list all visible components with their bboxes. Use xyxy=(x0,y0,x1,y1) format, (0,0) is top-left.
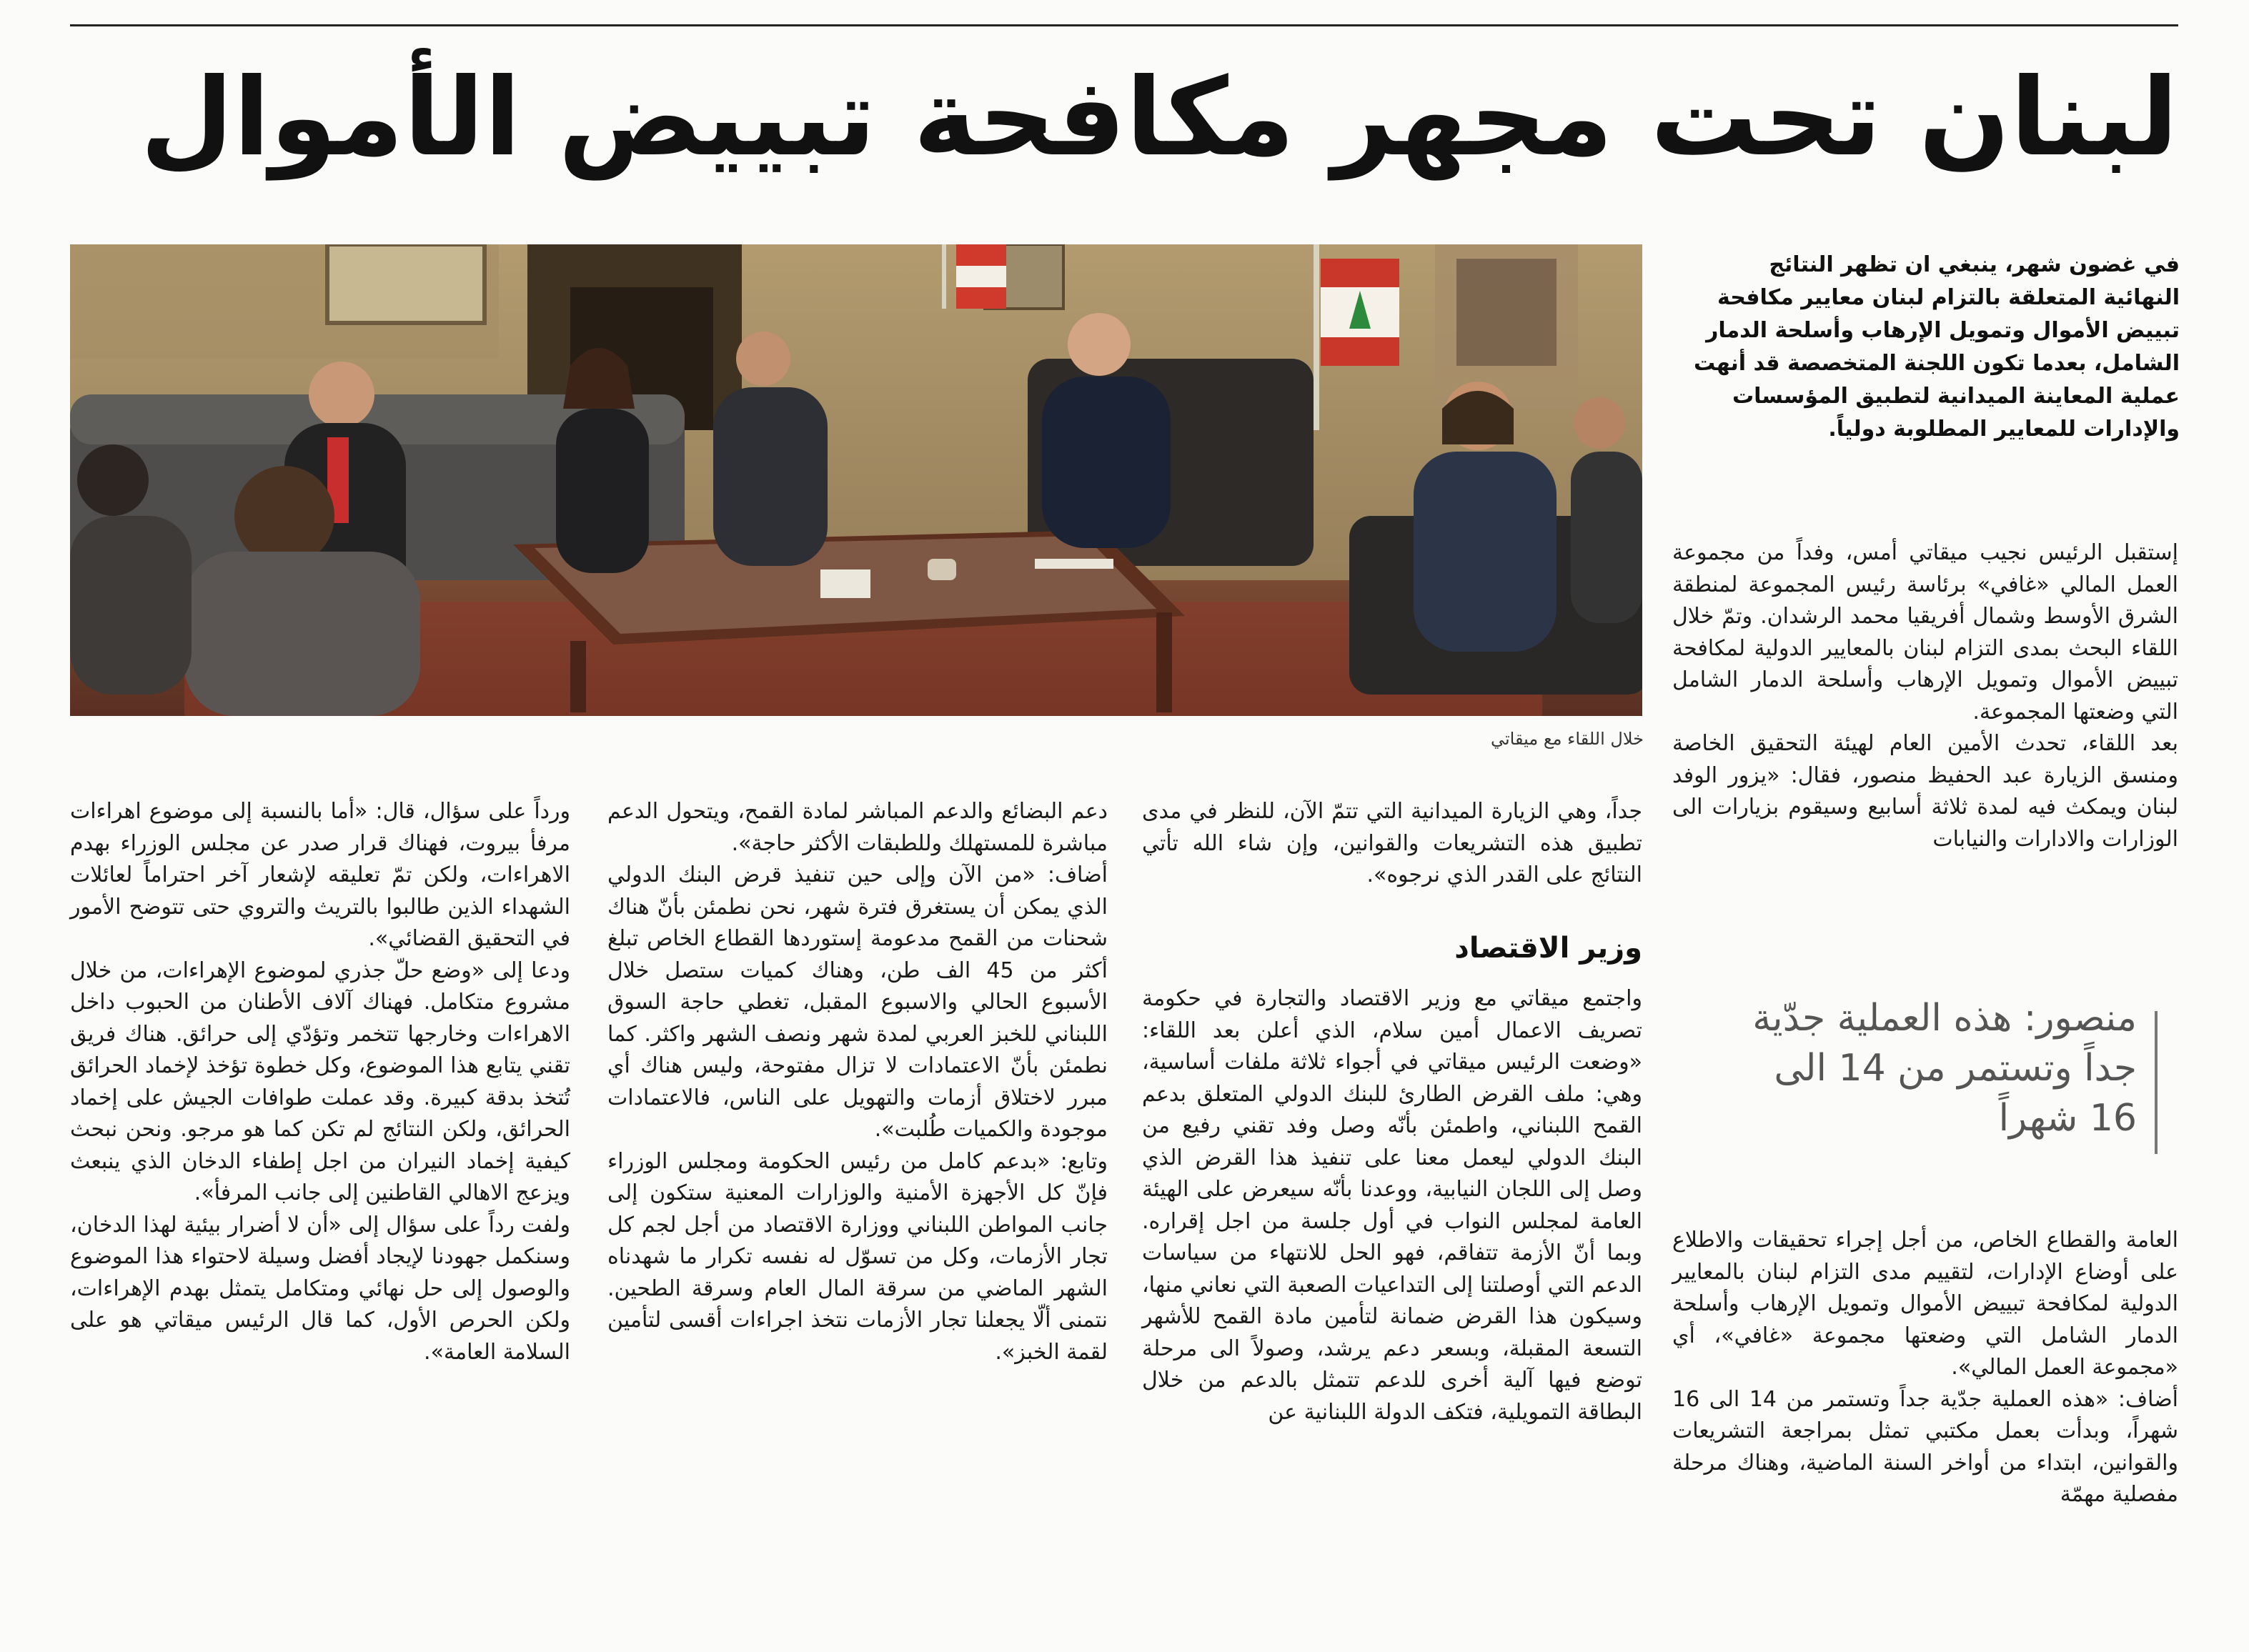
paragraph: إستقبل الرئيس نجيب ميقاتي أمس، وفداً من مجموعة العمل المالي «غافي» برئاسة رئيس المجموعة لمنطقة الشرق الأوسط وشمال أفريقيا محمد الرشدان. وتمّ خلال اللقاء البحث بمدى التزام لبنان بالمعايير الدولية لمكافحة تبييض الأموال وتمويل الإرهاب وأسلحة الدمار الشامل التي وضعتها المجموعة. xyxy=(1672,540,2178,725)
meeting-photo-illustration xyxy=(70,244,1642,716)
subheading-economy-minister: وزير الاقتصاد xyxy=(1454,932,1642,965)
body-column-1-top xyxy=(1672,537,2178,855)
headline: لبنان تحت مجهر مكافحة تبييض الأموال xyxy=(140,56,2178,180)
body-column-2-cont xyxy=(1142,983,1642,1428)
meeting-photo xyxy=(70,244,1642,716)
lead-paragraph: في غضون شهر، ينبغي ان تظهر النتائج النهائية المتعلقة بالتزام لبنان معايير مكافحة تبييض الأموال وتمويل الإرهاب وأسلحة الدمار الشامل، بعدما تكون اللجنة المتخصصة قد أنهت عملية المعاينة الميدانية لتطبيق المؤسسات والإدارات للمعايير المطلوبة دولياً. xyxy=(1693,252,2180,442)
paragraph: دعم البضائع والدعم المباشر لمادة القمح، ويتحول الدعم مباشرة للمستهلك وللطبقات الأكثر حاجة». xyxy=(607,799,1108,856)
pullquote-bar xyxy=(2155,1011,2158,1154)
paragraph: ولفت رداً على سؤال إلى «أن لا أضرار بيئية لهذا الدخان، وسنكمل جهودنا لإيجاد أفضل وسيلة لاحتواء هذا الموضوع والوصول إلى حل نهائي ومتكامل يتمثل بهدم الإهراءات، ولكن الحرص الأول، كما قال الرئيس ميقاتي هو على السلامة العامة». xyxy=(70,1212,570,1365)
paragraph: واجتمع ميقاتي مع وزير الاقتصاد والتجارة في حكومة تصريف الاعمال أمين سلام، الذي أعلن بعد اللقاء: «وضعت الرئيس ميقاتي في أجواء ثلاثة ملفات أساسية، وهي: ملف القرض الطارئ للبنك الدولي المتعلق بدعم القمح اللبناني، واطمئن بأنّه وصل وفد تقني رفيع من البنك الدولي ليعمل معنا على تنفيذ هذا القرض الذي وصل إلى اللجان النيابية، ووعدنا بأنّه سيعرض على الهيئة العامة لمجلس النواب في أول جلسة من اجل إقراره. وبما أنّ الأزمة تتفاقم، فهو الحل للانتهاء من سياسات الدعم التي أوصلتنا إلى التداعيات الصعبة التي نعاني منها، وسيكون هذا القرض ضمانة لتأمين مادة القمح للأشهر التسعة المقبلة، وبسعر دعم يرشد، وصولاً الى مرحلة توضع فيها آلية أخرى للدعم تتمثل بالدعم من خلال البطاقة التمويلية، فتكف الدولة اللبنانية عن xyxy=(1142,986,1642,1425)
top-rule xyxy=(70,24,2178,26)
photo-caption: خلال اللقاء مع ميقاتي xyxy=(1490,729,1644,749)
paragraph: العامة والقطاع الخاص، من أجل إجراء تحقيقات والاطلاع على أوضاع الإدارات، لتقييم مدى التزام لبنان بالمعايير الدولية لمكافحة تبييض الأموال وتمويل الإرهاب وأسلحة الدمار الشامل التي وضعتها مجموعة «غافي»، أي «مجموعة العمل المالي». xyxy=(1672,1228,2178,1380)
body-column-4 xyxy=(70,796,570,1368)
paragraph: أضاف: «من الآن وإلى حين تنفيذ قرض البنك الدولي الذي يمكن أن يستغرق فترة شهر، نحن نطمئن بأنّ هناك شحنات من القمح مدعومة إستوردها القطاع الخاص تبلغ أكثر من 45 الف طن، وهناك كميات ستصل خلال الأسبوع الحالي والاسبوع المقبل، تغطي حاجة السوق اللبناني للخبز العربي لمدة شهر ونصف الشهر واكثر. كما نطمئن بأنّ الاعتمادات لا تزال مفتوحة، وليس هناك أي مبرر لاختلاق أزمات والتهويل على الناس، فالاعتمادات موجودة والكميات طُلبت». xyxy=(607,862,1108,1142)
paragraph: جداً، وهي الزيارة الميدانية التي تتمّ الآن، للنظر في مدى تطبيق هذه التشريعات والقوانين، وإن شاء الله تأتي النتائج على القدر الذي نرجوه». xyxy=(1142,799,1642,887)
body-column-2 xyxy=(1142,796,1642,892)
paragraph: أضاف: «هذه العملية جدّية جداً وتستمر من 14 الى 16 شهراً، وبدأت بعمل مكتبي تمثل بمراجعة التشريعات والقوانين، ابتداء من أواخر السنة الماضية، وهناك مرحلة مفصلية مهمّة xyxy=(1672,1386,2178,1507)
paragraph: ودعا إلى «وضع حلّ جذري لموضوع الإهراءات، من خلال مشروع متكامل. فهناك آلاف الأطنان من الحبوب داخل الاهراءات وخارجها تتخمر وتؤدّي إلى حرائق. هناك فريق تقني يتابع هذا الموضوع، وكل خطوة تؤخذ لإخماد الحرائق تُتخذ بدقة كبيرة. وقد عملت طوافات الجيش على إخماد الحرائق، ولكن النتائج لم تكن كما هو مرجو. ونحن نبحث كيفية إخماد النيران من اجل إطفاء الدخان الذي ينبعث ويزعج الاهالي القاطنين إلى جانب المرفأ». xyxy=(70,957,570,1205)
body-column-3 xyxy=(607,796,1108,1368)
paragraph: وتابع: «بدعم كامل من رئيس الحكومة ومجلس الوزراء فإنّ كل الأجهزة الأمنية والوزارات المعنية ستكون إلى جانب المواطن اللبناني ووزارة الاقتصاد من أجل لجم كل تجار الأزمات، وكل من تسوّل له نفسه تكرار ما شهدناه الشهر الماضي من سرقة المال العام وسرقة الطحين. نتمنى ألّا يجعلنا تجار الأزمات نتخذ اجراءات أقسى لتأمين لقمة الخبز». xyxy=(607,1148,1108,1365)
paragraph: بعد اللقاء، تحدث الأمين العام لهيئة التحقيق الخاصة ومنسق الزيارة عبد الحفيظ منصور، فقال: «يزور الوفد لبنان ويمكث فيه لمدة ثلاثة أسابيع وسيقوم بزيارات الى الوزارات والادارات والنيابات xyxy=(1672,731,2178,852)
pullquote: منصور: هذه العملية جدّية جداً وتستمر من 14 الى 16 شهراً xyxy=(1752,997,2137,1140)
body-column-1-bottom xyxy=(1672,1225,2178,1511)
paragraph: ورداً على سؤال، قال: «أما بالنسبة إلى موضوع اهراءات مرفأ بيروت، فهناك قرار صدر عن مجلس الوزراء بهدم الاهراءات، ولكن تمّ تعليقه لإشعار آخر احتراماً لعائلات الشهداء الذين طالبوا بالتريث والتروي حتى تتوضح الأمور في التحقيق القضائي». xyxy=(70,799,570,951)
